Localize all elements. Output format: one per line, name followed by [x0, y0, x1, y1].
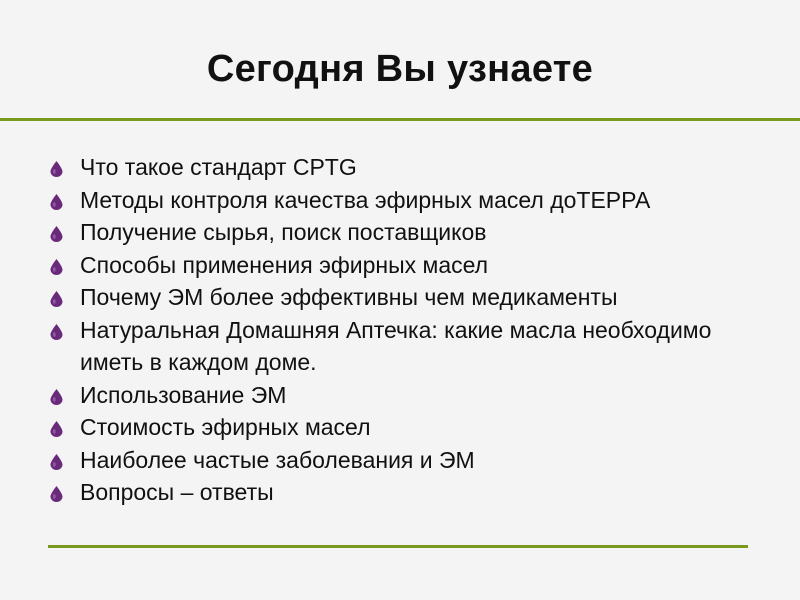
- bullet-item: [48, 216, 768, 249]
- bullet-text: Наиболее частые заболевания и ЭМ: [80, 446, 475, 473]
- drop-icon: [50, 194, 63, 210]
- drop-icon: [50, 226, 63, 242]
- bullet-item: [48, 411, 768, 444]
- bullet-text: Способы применения эфирных масел: [80, 251, 489, 278]
- drop-icon: [50, 161, 63, 177]
- bullet-item: [48, 281, 768, 314]
- bullet-text: Стоимость эфирных масел: [80, 414, 371, 440]
- bullet-text: Вопросы – ответы: [80, 479, 274, 505]
- bullet-list: [48, 151, 768, 509]
- drop-icon: [50, 324, 63, 340]
- bullet-text: Натуральная Домашняя Аптечка: какие масла необходимо иметь в каждом доме.: [80, 316, 712, 375]
- drop-icon: [50, 291, 63, 307]
- bullet-item: [48, 184, 768, 217]
- drop-icon: [50, 259, 63, 275]
- bullet-item: [48, 249, 768, 282]
- bullet-text: Почему ЭМ более эффективны чем медикаменты: [80, 284, 618, 310]
- top-divider: [0, 118, 800, 121]
- bottom-divider: [48, 545, 748, 548]
- bullet-text: Использование ЭМ: [80, 381, 287, 408]
- drop-icon: [50, 454, 63, 470]
- bullet-item: [48, 151, 768, 184]
- slide-title: Сегодня Вы узнаете: [206, 48, 594, 90]
- bullet-text: Получение сырья, поиск поставщиков: [80, 219, 487, 245]
- bullet-item: [48, 314, 768, 379]
- drop-icon: [50, 389, 63, 405]
- bullet-item: [48, 476, 768, 509]
- bullet-text: Методы контроля качества эфирных масел доТЕРРА: [80, 186, 651, 213]
- bullet-item: [48, 379, 768, 412]
- drop-icon: [50, 421, 63, 437]
- bullet-item: [48, 444, 768, 477]
- drop-icon: [50, 486, 63, 502]
- bullet-text: Что такое стандарт CPTG: [80, 154, 357, 180]
